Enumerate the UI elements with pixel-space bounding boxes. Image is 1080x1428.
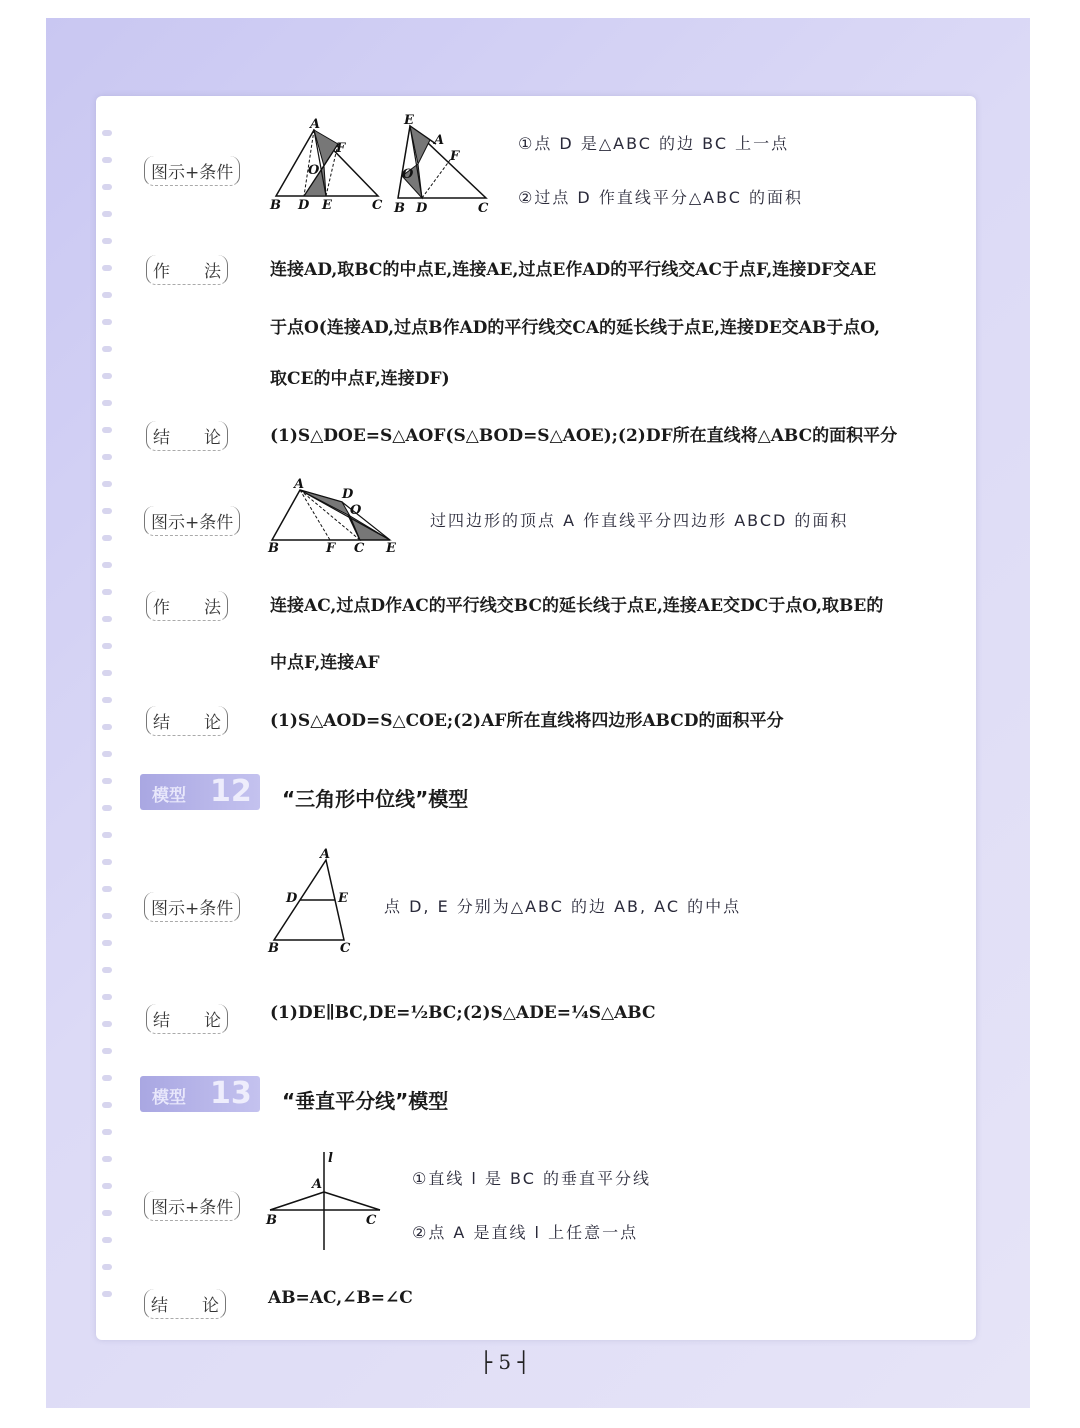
svg-text:B: B: [268, 541, 279, 554]
svg-text:D: D: [298, 198, 310, 213]
svg-text:F: F: [326, 541, 336, 554]
figure-condition-tag: 图示+条件: [144, 506, 240, 536]
svg-text:A: A: [312, 1177, 323, 1192]
svg-text:B: B: [394, 201, 405, 216]
svg-text:E: E: [386, 541, 396, 554]
svg-text:B: B: [268, 941, 279, 956]
triangle-figure-1: [268, 114, 498, 218]
method-line-1: 连接AD,取BC的中点E,连接AE,过点E作AD的平行线交AC于点F,连接DF交AE: [270, 260, 877, 280]
model-13-title: “垂直平分线”模型: [282, 1089, 449, 1113]
method-line-1: 连接AC,过点D作AC的平行线交BC的延长线于点E,连接AE交DC于点O,取BE的: [270, 596, 884, 616]
condition: 过四边形的顶点 A 作直线平分四边形 ABCD 的面积: [430, 511, 849, 530]
condition-2: ②过点 D 作直线平分△ABC 的面积: [518, 188, 804, 207]
model-12-badge: 模型 12: [140, 774, 260, 810]
condition-1: ①点 D 是△ABC 的边 BC 上一点: [518, 134, 790, 153]
conclusion-tag: 结 论: [146, 421, 228, 451]
condition-2: ②点 A 是直线 l 上任意一点: [412, 1223, 639, 1242]
figure-condition-tag: 图示+条件: [144, 892, 240, 922]
perpendicular-bisector-figure: [262, 1150, 392, 1254]
svg-text:E: E: [322, 198, 332, 213]
svg-text:O: O: [402, 167, 414, 182]
svg-text:C: C: [372, 198, 383, 213]
binding-holes: [96, 130, 118, 1330]
conclusion-tag: 结 论: [144, 1289, 226, 1319]
conclusion-text: (1)S△AOD=S△COE;(2)AF所在直线将四边形ABCD的面积平分: [270, 711, 784, 731]
svg-text:B: B: [266, 1213, 277, 1228]
model-13-badge: 模型 13: [140, 1076, 260, 1112]
svg-text:l: l: [328, 1151, 333, 1166]
svg-text:F: F: [336, 141, 346, 156]
condition: 点 D, E 分别为△ABC 的边 AB, AC 的中点: [384, 897, 742, 916]
conclusion-tag: 结 论: [146, 706, 228, 736]
svg-text:O: O: [350, 503, 362, 518]
svg-text:C: C: [366, 1213, 377, 1228]
condition-1: ①直线 l 是 BC 的垂直平分线: [412, 1169, 652, 1188]
svg-text:A: A: [434, 133, 445, 148]
svg-text:C: C: [354, 541, 365, 554]
svg-text:D: D: [342, 487, 354, 502]
method-tag: 作 法: [146, 591, 228, 621]
svg-text:D: D: [286, 891, 298, 906]
method-line-2: 于点O(连接AD,过点B作AD的平行线交CA的延长线于点E,连接DE交AB于点O,: [270, 318, 880, 338]
svg-text:A: A: [310, 117, 321, 132]
svg-text:C: C: [340, 941, 351, 956]
svg-text:A: A: [320, 847, 331, 862]
conclusion-text: (1)S△DOE=S△AOF(S△BOD=S△AOE);(2)DF所在直线将△ABC的面积平分: [270, 426, 898, 446]
conclusion-text: (1)DE∥BC,DE=½BC;(2)S△ADE=¼S△ABC: [270, 1003, 656, 1023]
svg-text:D: D: [416, 201, 428, 216]
svg-text:O: O: [308, 163, 320, 178]
figure-condition-tag: 图示+条件: [144, 156, 240, 186]
conclusion-text: AB=AC,∠B=∠C: [268, 1288, 413, 1308]
svg-text:F: F: [450, 149, 460, 164]
method-line-3: 取CE的中点F,连接DF): [270, 369, 450, 389]
quadrilateral-figure: [264, 478, 404, 554]
midline-triangle-figure: [264, 846, 364, 958]
page-number: ├ 5 ┤: [480, 1350, 530, 1374]
svg-text:E: E: [404, 114, 414, 128]
svg-text:B: B: [270, 198, 281, 213]
figure-condition-tag: 图示+条件: [144, 1191, 240, 1221]
method-line-2: 中点F,连接AF: [270, 653, 380, 673]
model-12-title: “三角形中位线”模型: [282, 787, 469, 811]
svg-text:A: A: [294, 478, 305, 492]
svg-text:C: C: [478, 201, 489, 216]
svg-text:E: E: [338, 891, 348, 906]
conclusion-tag: 结 论: [146, 1004, 228, 1034]
method-tag: 作 法: [146, 255, 228, 285]
